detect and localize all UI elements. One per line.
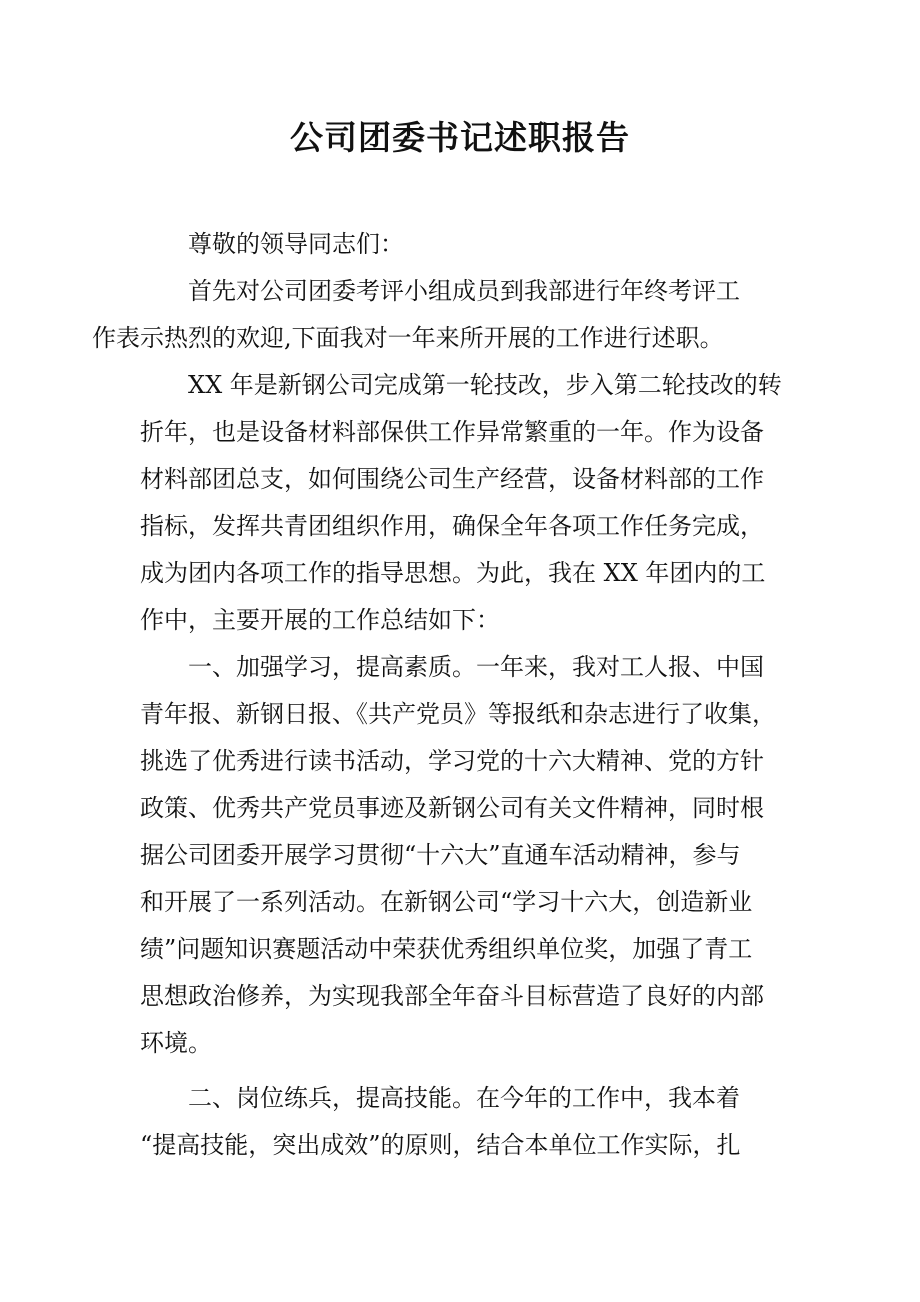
paragraph-line: 思想政治修养，为实现我部全年奋斗目标营造了良好的内部 — [140, 982, 764, 1010]
paragraph-line: 政策、优秀共产党员事迹及新钢公司有关文件精神，同时根 — [140, 794, 764, 822]
paragraph-line: 青年报、新钢日报、《共产党员》等报纸和杂志进行了收集， — [140, 700, 776, 728]
paragraph-line: 一、加强学习，提高素质。一年来，我对工人报、中国 — [188, 653, 764, 681]
paragraph-line: “提高技能，突出成效”的原则，结合本单位工作实际，扎 — [140, 1131, 741, 1159]
paragraph-line: 首先对公司团委考评小组成员到我部进行年终考评工 — [188, 277, 740, 305]
paragraph-line: 作中，主要开展的工作总结如下： — [140, 606, 500, 634]
paragraph-2 — [140, 362, 782, 644]
paragraph-line: 绩”问题知识赛题活动中荣获优秀组织单位奖，加强了青工 — [140, 935, 753, 963]
paragraph-line: 作表示热烈的欢迎,下面我对一年来所开展的工作进行述职。 — [92, 324, 724, 352]
paragraph-line: 环境。 — [140, 1029, 212, 1057]
paragraph-line: 挑选了优秀进行读书活动，学习党的十六大精神、党的方针 — [140, 747, 764, 775]
document-body — [92, 221, 782, 1169]
paragraph-line: 据公司团委开展学习贯彻“十六大”直通车活动精神，参与 — [140, 841, 741, 869]
paragraph-line: 指标，发挥共青团组织作用，确保全年各项工作任务完成， — [140, 512, 764, 540]
paragraph-line: 成为团内各项工作的指导思想。为此，我在 XX 年团内的工 — [140, 559, 766, 587]
document-title: 公司团委书记述职报告 — [290, 118, 630, 157]
paragraph-line: XX 年是新钢公司完成第一轮技改，步入第二轮技改的转 — [188, 371, 782, 399]
paragraph-3 — [140, 644, 782, 1067]
salutation — [140, 221, 782, 268]
paragraph-1 — [92, 268, 782, 362]
paragraph-line: 二、岗位练兵，提高技能。在今年的工作中，我本着 — [188, 1084, 740, 1112]
paragraph-4 — [140, 1075, 782, 1169]
paragraph-line: 材料部团总支，如何围绕公司生产经营，设备材料部的工作 — [140, 465, 764, 493]
salutation-text: 尊敬的领导同志们： — [188, 230, 404, 258]
paragraph-line: 和开展了一系列活动。在新钢公司“学习十六大，创造新业 — [140, 888, 753, 916]
paragraph-line: 折年，也是设备材料部保供工作异常繁重的一年。作为设备 — [140, 418, 764, 446]
